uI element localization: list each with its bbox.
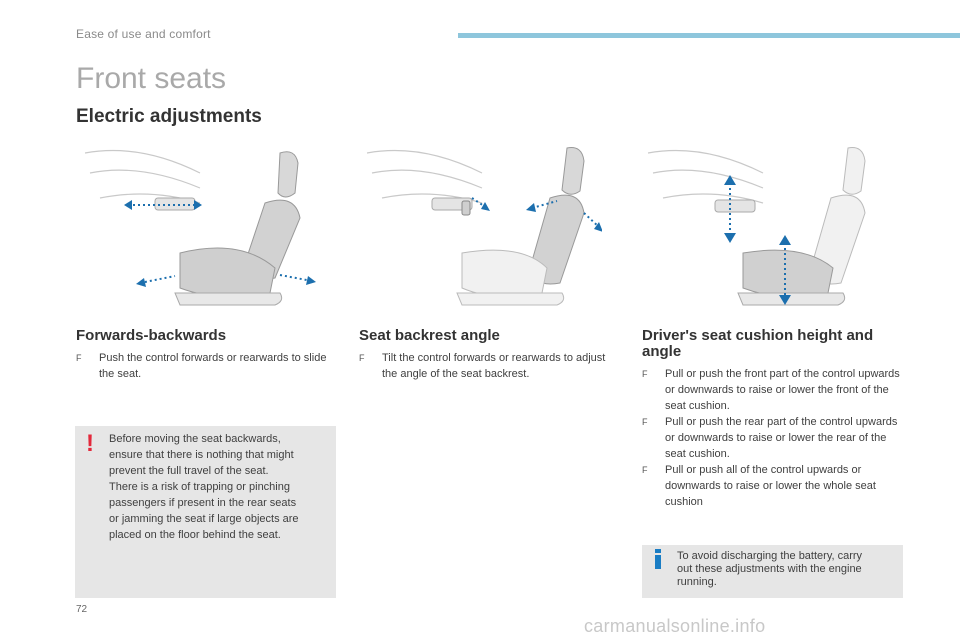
seat-forwards-backwards-illustration	[80, 143, 320, 313]
info-icon	[655, 549, 661, 569]
section-header: Ease of use and comfort	[76, 27, 211, 41]
warning-icon: !	[86, 430, 94, 457]
watermark: carmanualsonline.info	[584, 616, 766, 636]
bullet-icon: F	[359, 353, 365, 363]
page-number: 72	[76, 604, 88, 615]
heading-backrest-angle: Seat backrest angle	[359, 327, 500, 344]
list-item	[642, 462, 907, 510]
warning-line: placed on the floor behind the seat.	[109, 529, 281, 541]
header-accent-bar	[458, 33, 960, 38]
bullet-icon: F	[642, 465, 648, 475]
heading-forwards-backwards: Forwards-backwards	[76, 327, 227, 344]
warning-line: ensure that there is nothing that might	[109, 449, 294, 461]
info-text	[677, 550, 892, 589]
seat-backrest-angle-illustration	[362, 143, 602, 313]
bullet-icon: F	[642, 417, 648, 427]
list-item	[359, 350, 609, 382]
list-item	[642, 366, 907, 414]
instruction-text: Pull or push all of the control upwards or downwards to raise or lower the whole seat cushion	[665, 464, 876, 508]
section-subtitle: Electric adjustments	[76, 106, 262, 127]
instruction-text: Pull or push the front part of the control upwards or downwards to raise or lower the front of the seat cushion.	[665, 368, 900, 412]
info-line: running.	[677, 576, 717, 588]
info-line: out these adjustments with the engine	[677, 563, 862, 575]
bullet-icon: F	[76, 353, 82, 363]
instruction-text: Push the control forwards or rearwards to slide the seat.	[99, 352, 327, 380]
list-item	[76, 350, 331, 382]
instruction-text: Tilt the control forwards or rearwards to adjust the angle of the seat backrest.	[382, 352, 606, 380]
list-item	[642, 414, 907, 462]
warning-line: prevent the full travel of the seat.	[109, 465, 269, 477]
bullet-icon: F	[642, 369, 648, 379]
warning-line: or jamming the seat if large objects are	[109, 513, 299, 525]
warning-text	[109, 431, 327, 543]
seat-cushion-height-illustration	[643, 143, 883, 313]
warning-line: Before moving the seat backwards,	[109, 433, 281, 445]
warning-line: passengers if present in the rear seats	[109, 497, 297, 509]
page-title: Front seats	[76, 62, 227, 95]
info-line: To avoid discharging the battery, carry	[677, 550, 863, 562]
heading-cushion-height: Driver's seat cushion height and angle	[642, 327, 874, 360]
instruction-text: Pull or push the rear part of the control upwards or downwards to raise or lower the rear of the seat cushion.	[665, 416, 898, 460]
warning-line: There is a risk of trapping or pinching	[109, 481, 290, 493]
